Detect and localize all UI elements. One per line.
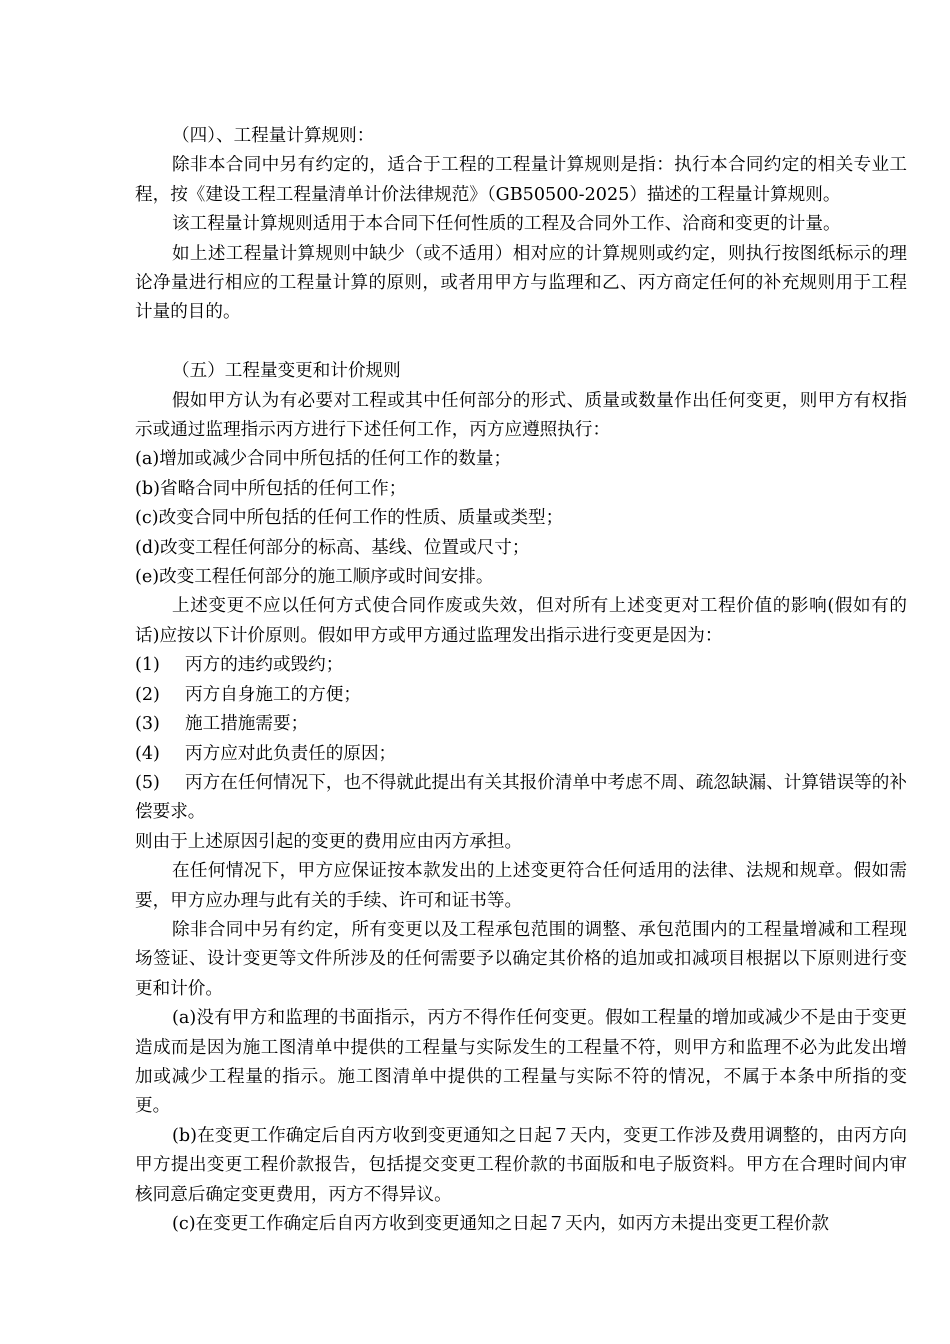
numbered-item-2-text: 丙方自身施工的方便；: [185, 684, 361, 705]
section-spacer: [135, 328, 907, 357]
document-page: [135, 122, 907, 1239]
section-5-heading: （五）工程量变更和计价规则: [172, 361, 401, 382]
cost-responsibility-paragraph: 则由于上述原因引起的变更的费用应由丙方承担。: [135, 831, 523, 852]
numbered-item-4-text: 丙方应对此负责任的原因；: [185, 743, 397, 764]
letter-item-a: (a)增加或减少合同中所包括的任何工作的数量；: [135, 449, 512, 470]
numbered-item-2-marker: (2): [135, 684, 160, 705]
letter-item-e: (e)改变工程任何部分的施工顺序或时间安排。: [135, 567, 494, 588]
section-5-intro: 假如甲方认为有必要对工程或其中任何部分的形式、质量或数量作出任何变更，则甲方有权指示或通过监理指示丙方进行下述任何工作，丙方应遵照执行：: [135, 390, 907, 441]
numbered-item-5-marker: (5): [135, 772, 160, 793]
numbered-item-4: [135, 740, 907, 769]
clause-a-paragraph: (a)没有甲方和监理的书面指示，丙方不得作任何变更。假如工程量的增加或减少不是由于变更造成而是因为施工图清单中提供的工程量与实际发生的工程量不符，则甲方和监理不必为此发出增加或减少工程量的指示。施工图清单中提供的工程量与实际不符的情况，不属于本条中所指的变更。: [135, 1008, 907, 1117]
section-4-paragraph-1: 除非本合同中另有约定的，适合于工程的工程量计算规则是指：执行本合同约定的相关专业工程，按《建设工程工程量清单计价法律规范》（GB50500-2025）描述的工程量计算规则。: [135, 155, 907, 205]
numbered-item-2: [135, 681, 907, 710]
numbered-item-1-marker: (1): [135, 655, 160, 676]
letter-item-d: (d)改变工程任何部分的标高、基线、位置或尺寸；: [135, 537, 530, 558]
change-valuation-paragraph: 上述变更不应以任何方式使合同作废或失效，但对所有上述变更对工程价值的影响(假如有的话)应按以下计价原则。假如甲方或甲方通过监理发出指示进行变更是因为：: [135, 596, 907, 646]
valuation-principle-paragraph: 除非合同中另有约定，所有变更以及工程承包范围的调整、承包范围内的工程量增减和工程现场签证、设计变更等文件所涉及的任何需要予以确定其价格的追加或扣减项目根据以下原则进行变更和计价。: [135, 919, 907, 999]
numbered-item-1-text: 丙方的违约或毁约；: [185, 655, 344, 676]
letter-item-c: (c)改变合同中所包括的任何工作的性质、质量或类型；: [135, 508, 564, 529]
numbered-item-5-text: 丙方在任何情况下，也不得就此提出有关其报价清单中考虑不周、疏忽缺漏、计算错误等的补偿要求。: [135, 772, 907, 823]
numbered-item-3: [135, 710, 907, 739]
numbered-item-5: [135, 769, 907, 828]
legal-compliance-paragraph: 在任何情况下，甲方应保证按本款发出的上述变更符合任何适用的法律、法规和规章。假如需要，甲方应办理与此有关的手续、许可和证书等。: [135, 861, 907, 911]
section-4-paragraph-3: 如上述工程量计算规则中缺少（或不适用）相对应的计算规则或约定，则执行按图纸标示的理论净量进行相应的工程量计算的原则，或者用甲方与监理和乙、丙方商定任何的补充规则用于工程计量的目的。: [135, 243, 907, 323]
numbered-item-1: [135, 651, 907, 680]
section-4-heading: （四）、工程量计算规则：: [172, 126, 375, 146]
numbered-item-3-marker: (3): [135, 714, 160, 735]
clause-b-paragraph: (b)在变更工作确定后自丙方收到变更通知之日起７天内，变更工作涉及费用调整的，由丙方向甲方提出变更工程价款报告，包括提交变更工程价款的书面版和电子版资料。甲方在合理时间内审核同意后确定变更费用，丙方不得异议。: [135, 1125, 907, 1205]
numbered-item-3-text: 施工措施需要；: [185, 714, 309, 735]
numbered-item-4-marker: (4): [135, 743, 160, 764]
clause-c-paragraph: (c)在变更工作确定后自丙方收到变更通知之日起７天内，如丙方未提出变更工程价款: [172, 1214, 829, 1235]
letter-item-b: (b)省略合同中所包括的任何工作；: [135, 478, 407, 499]
section-4-paragraph-2: 该工程量计算规则适用于本合同下任何性质的工程及合同外工作、洽商和变更的计量。: [172, 214, 841, 235]
